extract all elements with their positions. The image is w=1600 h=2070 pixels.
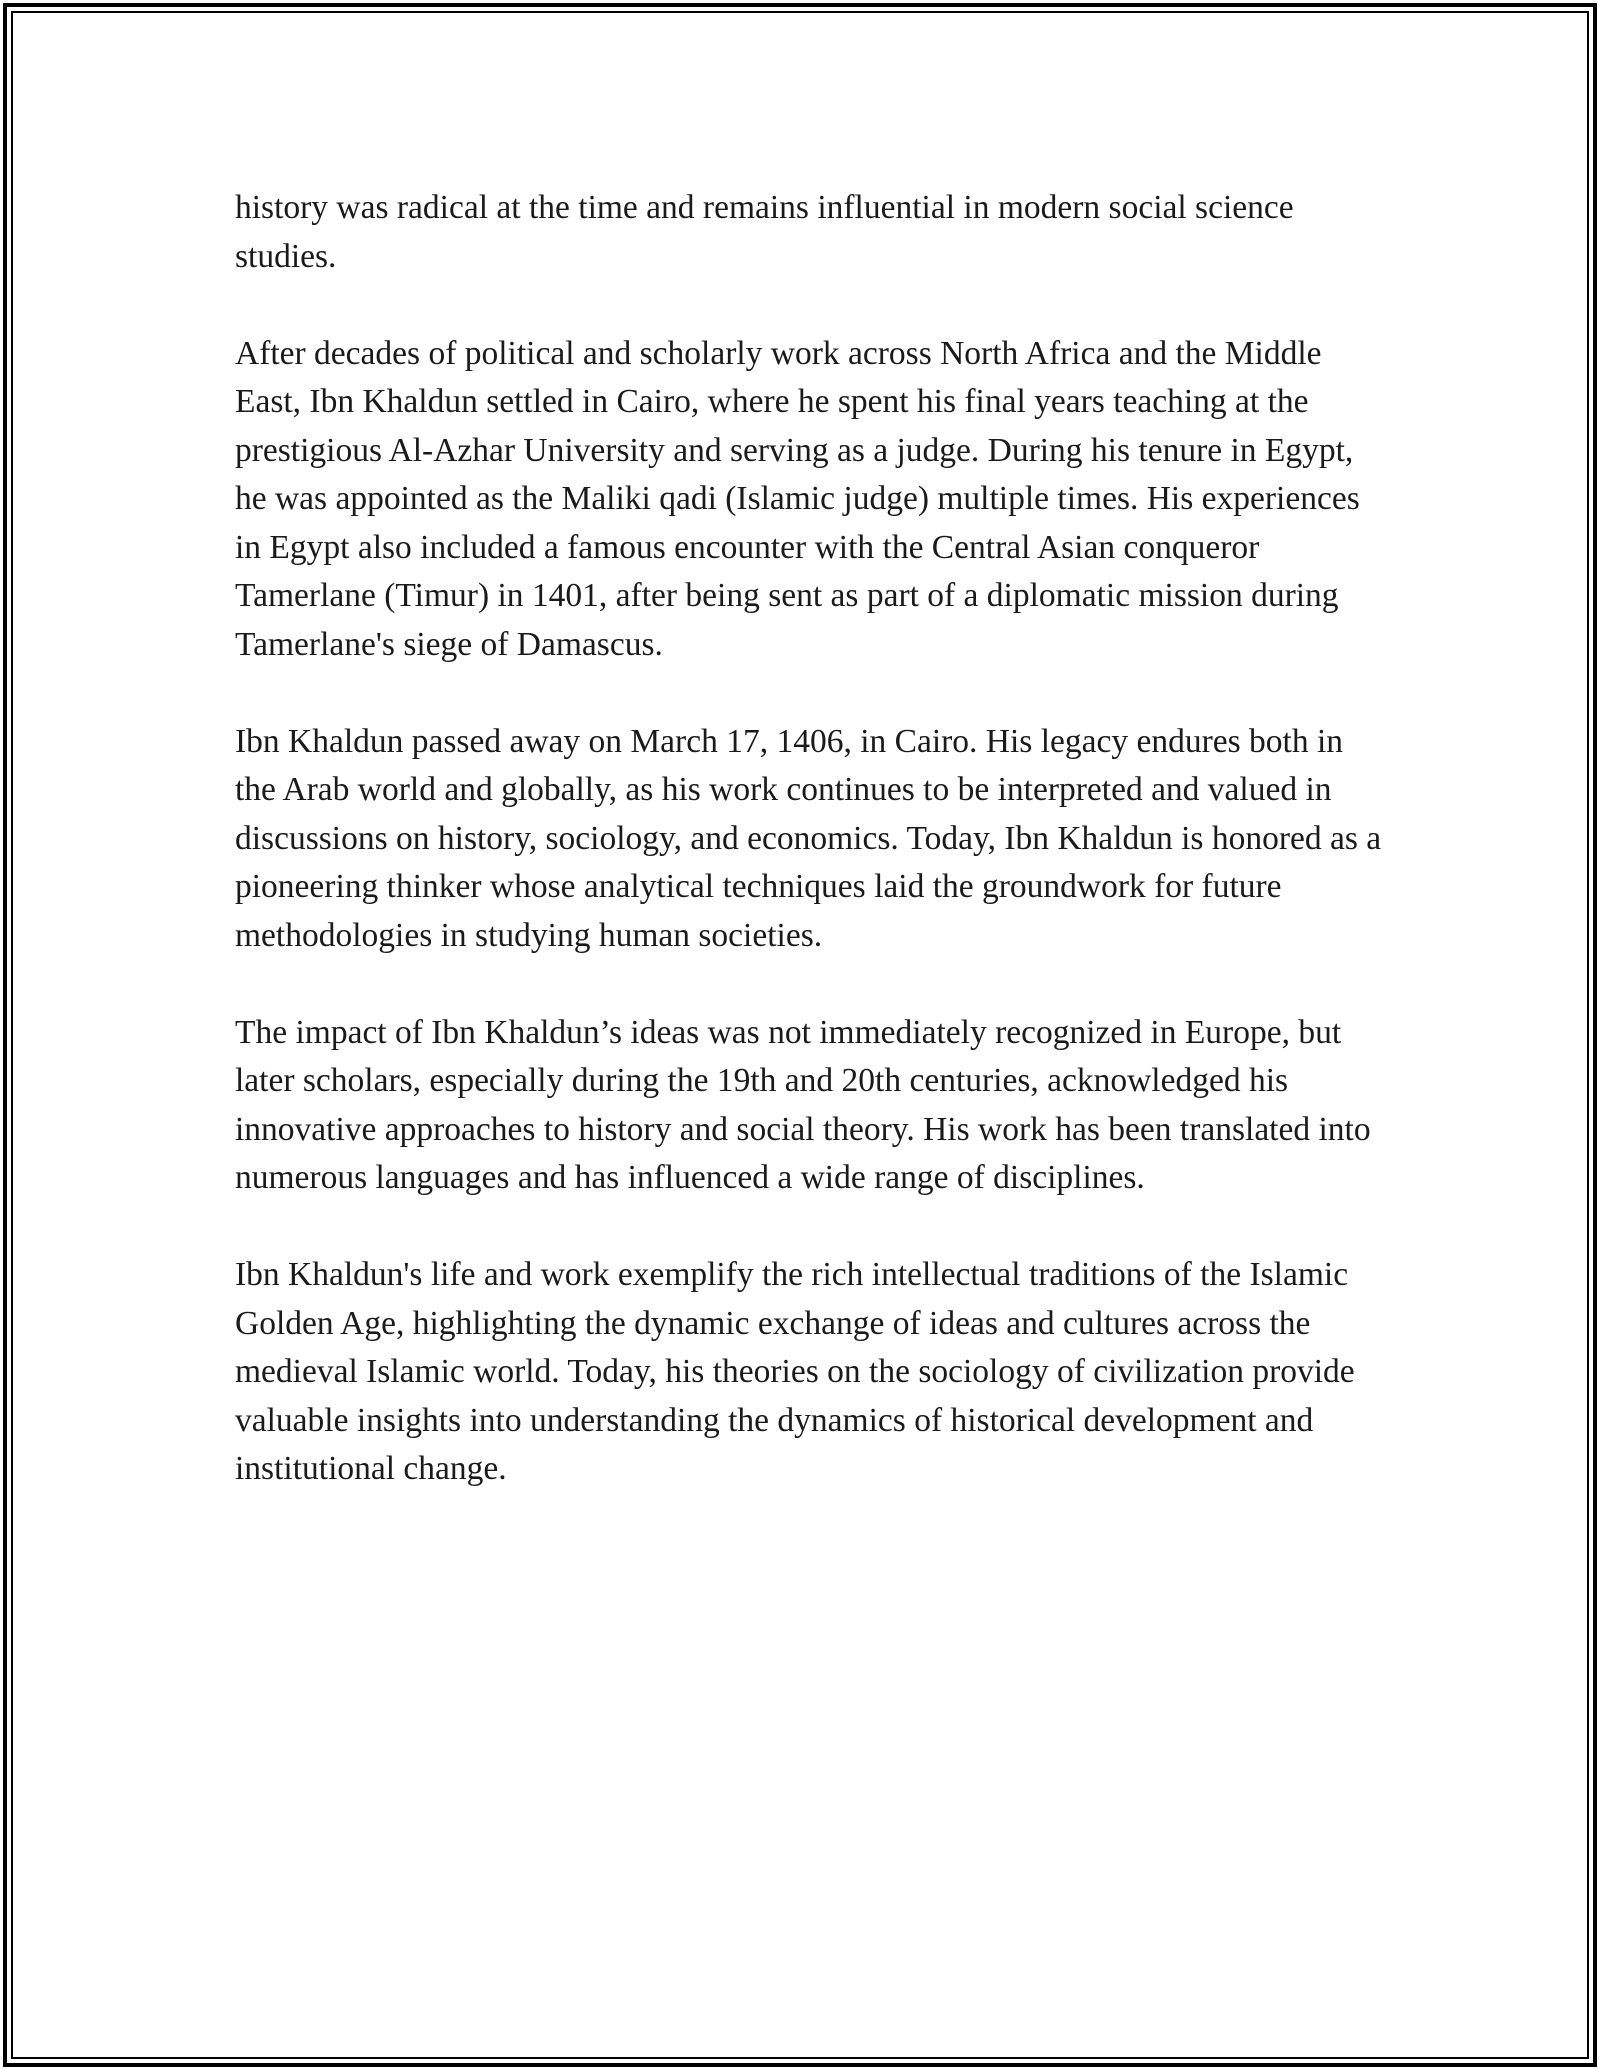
document-body [235, 184, 1385, 1542]
paragraph-5: Ibn Khaldun's life and work exemplify the rich intellectual traditions of the Islamic Golden Age, highlighting the dynamic exchange of ideas and cultures across the medieval Islamic world. Today, his theories on the sociology of civilization provide valuable insights into understanding the dynamics of historical development and institutional change. [235, 1256, 1355, 1487]
paragraph-4: The impact of Ibn Khaldun’s ideas was not immediately recognized in Europe, but later scholars, especially during the 19th and 20th centuries, acknowledged his innovative approaches to history and social theory. His work has been translated into numerous languages and has influenced a wide range of disciplines. [235, 1013, 1371, 1196]
paragraph-1: history was radical at the time and remains influential in modern social science studies. [235, 189, 1294, 275]
paragraph-2: After decades of political and scholarly work across North Africa and the Middle East, Ibn Khaldun settled in Cairo, where he spent his final years teaching at the prestigious Al-Azhar University and serving as a judge. During his tenure in Egypt, he was appointed as the Maliki qadi (Islamic judge) multiple times. His experiences in Egypt also included a famous encounter with the Central Asian conqueror Tamerlane (Timur) in 1401, after being sent as part of a diplomatic mission during Tamerlane's siege of Damascus. [235, 334, 1360, 663]
paragraph-3: Ibn Khaldun passed away on March 17, 1406, in Cairo. His legacy endures both in the Arab world and globally, as his work continues to be interpreted and valued in discussions on history, sociology, and economics. Today, Ibn Khaldun is honored as a pioneering thinker whose analytical techniques laid the groundwork for future methodologies in studying human societies. [235, 722, 1382, 954]
